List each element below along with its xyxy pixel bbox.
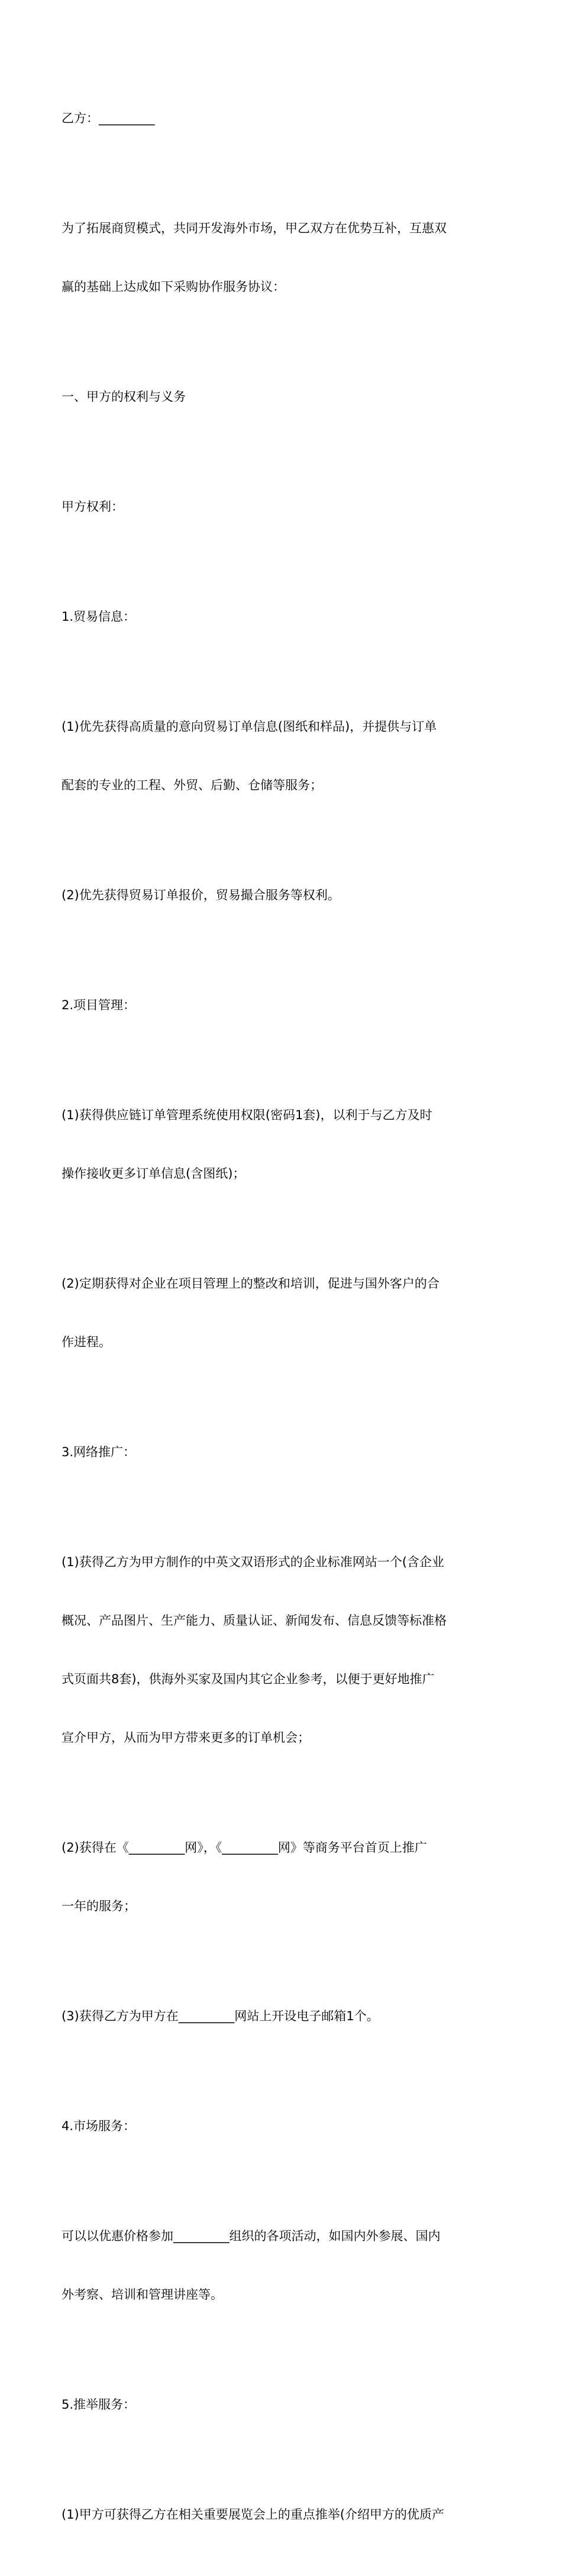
clause-paragraph: [62, 1067, 503, 1223]
clause-paragraph: [62, 847, 503, 944]
item-heading-trade-info: [62, 568, 503, 666]
text-line: 一、甲方的权利与义务: [62, 390, 186, 404]
clause-paragraph: [62, 678, 503, 834]
text-line: (2)优先获得贸易订单报价，贸易撮合服务等权利。: [62, 888, 340, 902]
text-line: 宣介甲方，从而为甲方带来更多的订单机会；: [62, 1731, 310, 1745]
clause-paragraph: [62, 1514, 503, 1787]
text-line: 乙方：_________: [62, 111, 155, 125]
text-line: (1)获得供应链订单管理系统使用权限(密码1套)，以利于与乙方及时: [62, 1108, 432, 1122]
paragraph-party-b: [62, 70, 503, 167]
item-heading-project-management: [62, 957, 503, 1054]
text-line: (1)优先获得高质量的意向贸易订单信息(图纸和样品)，并提供与订单: [62, 720, 437, 734]
text-line: (1)获得乙方为甲方制作的中英文双语形式的企业标准网站一个(含企业: [62, 1555, 444, 1569]
text-line: (2)定期获得对企业在项目管理上的整改和培训，促进与国外客户的合: [62, 1276, 440, 1291]
section-heading: [62, 348, 503, 446]
text-line: 为了拓展商贸模式，共同开发海外市场，甲乙双方在优势互补，互惠双: [62, 221, 447, 235]
text-line: 2.项目管理：: [62, 998, 136, 1012]
item-heading-market-service: [62, 2078, 503, 2175]
text-line: 作进程。: [62, 1335, 111, 1349]
item-heading-recommendation: [62, 2356, 503, 2454]
text-line: 可以以优惠价格参加_________组织的各项活动，如国内外参展、国内: [62, 2229, 441, 2243]
text-line: 甲方权利：: [62, 500, 124, 514]
clause-paragraph: [62, 1799, 503, 1955]
text-line: 式页面共8套)，供海外买家及国内其它企业参考，以便于更好地推广: [62, 1672, 435, 1686]
text-line: (2)获得在《_________网》，《_________网》等商务平台首页上推广: [62, 1841, 427, 1855]
text-line: 操作接收更多订单信息(含图纸)；: [62, 1167, 246, 1181]
text-line: 一年的服务；: [62, 1899, 136, 1913]
paragraph-intro: [62, 180, 503, 336]
clause-paragraph: [62, 1235, 503, 1391]
text-line: (1)甲方可获得乙方在相关重要展览会上的重点推举(介绍甲方的优质产: [62, 2507, 444, 2522]
clause-paragraph: [62, 1968, 503, 2065]
text-line: 1.贸易信息：: [62, 610, 136, 624]
text-line: 概况、产品图片、生产能力、质量认证、新闻发布、信息反馈等标准格: [62, 1613, 447, 1628]
text-line: 3.网络推广：: [62, 1445, 136, 1459]
item-heading-network-promotion: [62, 1404, 503, 1501]
text-line: (3)获得乙方为甲方在_________网站上开设电子邮箱1个。: [62, 2009, 379, 2023]
clause-paragraph: [62, 2188, 503, 2344]
document-page: [62, 70, 503, 2576]
text-line: 赢的基础上达成如下采购协作服务协议：: [62, 280, 285, 294]
clause-paragraph: [62, 2466, 503, 2564]
text-line: 5.推举服务：: [62, 2397, 136, 2412]
text-line: 4.市场服务：: [62, 2119, 136, 2133]
subheading-rights: [62, 458, 503, 556]
text-line: 外考察、培训和管理讲座等。: [62, 2287, 223, 2302]
text-line: 配套的专业的工程、外贸、后勤、仓储等服务；: [62, 778, 322, 792]
